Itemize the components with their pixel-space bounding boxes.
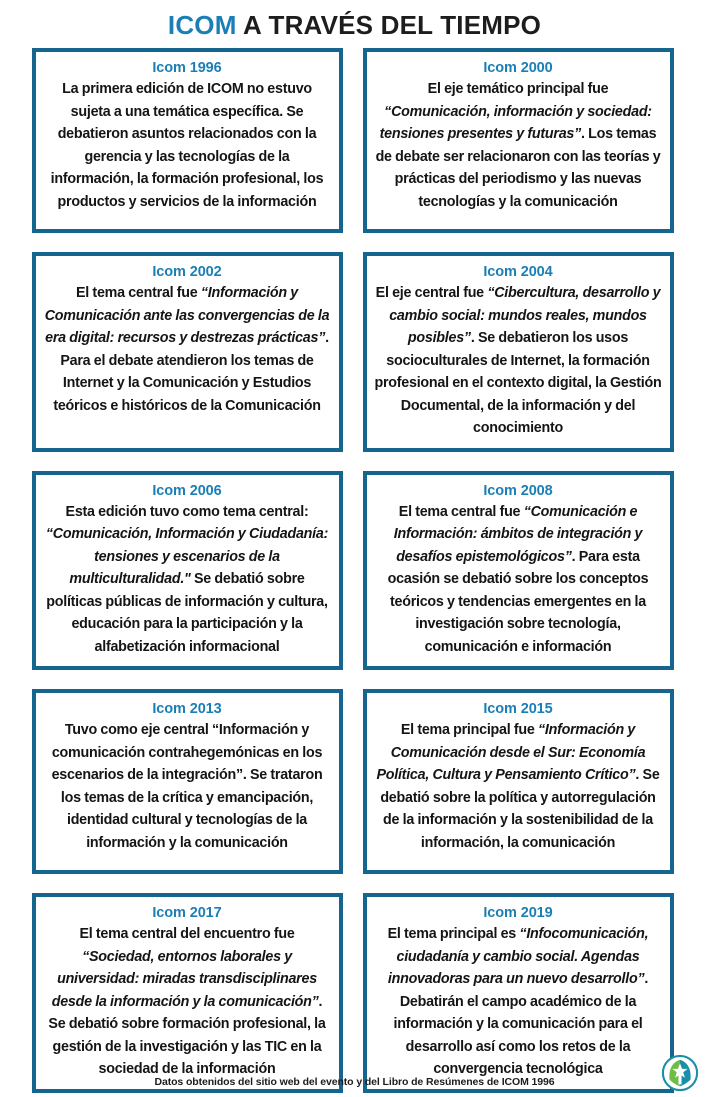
card-icom-2002 [32, 252, 343, 452]
page-title-rest: A TRAVÉS DEL TIEMPO [236, 10, 542, 40]
card-title: Icom 2017 [152, 905, 222, 921]
card-title: Icom 2015 [483, 701, 553, 717]
card-title: Icom 2008 [483, 482, 553, 499]
card-icom-2000 [363, 48, 674, 233]
card-icom-2015 [363, 689, 674, 874]
card-title: Icom 2006 [152, 482, 222, 499]
icom-circular-logo [661, 1054, 699, 1092]
card-title: Icom 2002 [152, 264, 222, 280]
card-body: El tema central fue “Comunicación e Información: ámbitos de integración y desafíos epistemológicos”. Para esta ocasión se debatió sobre los conceptos teóricos y tendencias emergentes en la investigación sobre tecnología, comunicación e información [387, 503, 649, 655]
card-title: Icom 2013 [152, 701, 222, 717]
card-body: La primera edición de ICOM no estuvo sujeta a una temática específica. Se debatieron asuntos relacionados con la gerencia y las tecnologías de la información, la formación profesional, los productos y servicios de la información [50, 81, 324, 210]
card-icom-2004 [363, 252, 674, 452]
card-icom-2017 [32, 893, 343, 1093]
card-icom-2006 [32, 471, 343, 671]
card-icom-2008 [363, 471, 674, 671]
card-body: El tema central del encuentro fue “Sociedad, entornos laborales y universidad: miradas transdisciplinares desde la información y la comunicación”. Se debatió sobre formación profesional, la gestión de la investigación y las TIC en la sociedad de la información [48, 926, 326, 1077]
card-icom-2013 [32, 689, 343, 874]
card-body: Esta edición tuvo como tema central: “Comunicación, Información y Ciudadanía: tensiones y escenarios de la multiculturalidad." Se debatió sobre políticas públicas de información y cultura, educación para la participación y la alfabetización informacional [45, 503, 329, 655]
card-body: El tema principal es “Infocomunicación, ciudadanía y cambio social. Agendas innovadoras para un nuevo desarrollo”. Debatirán el campo académico de la información y la comunicación para el desarrollo así como los retos de la convergencia tecnológica [387, 926, 649, 1077]
card-icom-1996 [32, 48, 343, 233]
card-title: Icom 1996 [152, 60, 222, 76]
card-body: El eje temático principal fue “Comunicación, información y sociedad: tensiones presentes y futuras”. Los temas de debate ser relacionaron con las teorías y prácticas del periodismo y las nuevas tecnologías y la comunicación [375, 81, 661, 210]
page-title-brand: ICOM [167, 10, 237, 40]
card-icom-2019 [363, 893, 674, 1093]
card-title: Icom 2004 [483, 264, 553, 280]
card-title: Icom 2000 [483, 60, 553, 76]
card-body: Tuvo como eje central “Información y comunicación contrahegemónicas en los escenarios de la integración”. Se trataron los temas de la crítica y emancipación, identidad cultural y tecnologías de la información y la comunicación [51, 722, 323, 851]
timeline-cards-grid [32, 48, 678, 1093]
card-body: El eje central fue “Cibercultura, desarrollo y cambio social: mundos reales, mundos posibles”. Se debatieron los usos socioculturales de Internet, la formación profesional en el contexto digital, la Gestión Documental, de la información y del conocimiento [374, 285, 662, 436]
card-body: El tema principal fue “Información y Comunicación desde el Sur: Economía Política, Cultura y Pensamiento Crítico”. Se debatió sobre la política y autorregulación de la información y la sostenibilidad de la información, la comunicación [376, 722, 660, 851]
footer-source-note: Datos obtenidos del sitio web del evento y del Libro de Resúmenes de ICOM 1996 [154, 1076, 555, 1088]
page-title [0, 0, 709, 42]
card-title: Icom 2019 [483, 905, 553, 921]
card-body: El tema central fue “Información y Comunicación ante las convergencias de la era digital: recursos y destrezas prácticas”. Para el debate atendieron los temas de Internet y la Comunicación y Estudios teóricos e históricos de la Comunicación [44, 285, 330, 414]
footer [0, 1076, 709, 1088]
